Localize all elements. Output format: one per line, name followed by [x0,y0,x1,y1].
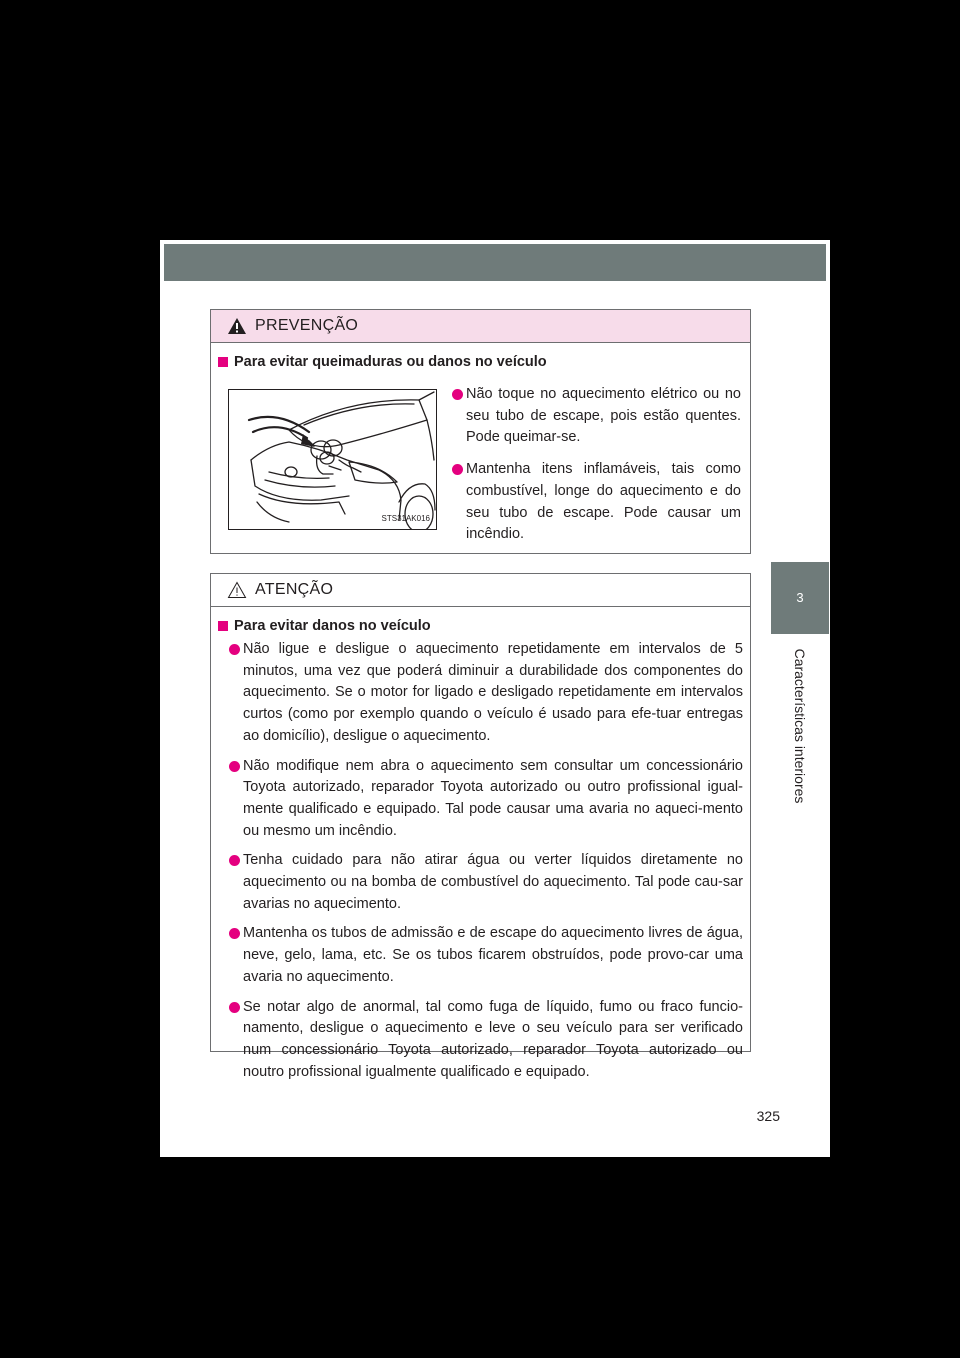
bullet-text: Não modifique nem abra o aquecimento sem consultar um concessionário Toyota autorizado, reparador Toyota autorizado ou outro profissional igual-mente qualificado e equipado. Tal pode causar uma avaria no aqueci-mento ou mesmo um incêndio. [243,757,743,839]
car-heater-illustration [228,389,437,530]
bullet-text: Se notar algo de anormal, tal como fuga de líquido, fumo ou fraco funcio-namento, desligue o aquecimento e leve o seu veículo para ser verificado num concessionário Toyota autorizado, reparador Toyota autorizado ou noutro profissional igualmente qualificado e equipado. [243,998,743,1080]
page-number: 325 [756,1108,780,1124]
warning-section-title [218,354,547,370]
warning-header [211,310,750,343]
chapter-title: Características interiores [792,648,808,804]
list-item [229,850,743,915]
chapter-number: 3 [796,590,804,605]
list-item [229,997,743,1084]
warning-bullet-list [452,384,741,546]
warning-header-label: PREVENÇÃO [255,317,359,334]
car-front-drawing [229,390,436,529]
caution-section-title [218,618,431,634]
square-bullet-icon [218,357,228,367]
warning-section-title-text: Para evitar queimaduras ou danos no veículo [234,354,547,370]
illustration-code: STS31AK016 [381,514,430,523]
list-item [229,923,743,988]
bullet-text: Não ligue e desligue o aquecimento repetidamente em intervalos de 5 minutos, uma vez que poderá diminuir a durabilidade dos componentes do aquecimento. Se o motor for ligado e desligado repetidamente em intervalos curtos (como por exemplo quando o veículo é usado para efe-tuar entregas ao domicílio), desligue o aquecimento. [243,641,743,744]
bullet-text: Mantenha itens inflamáveis, tais como combustível, longe do aquecimento e do seu tubo de escape. Pode causar um incêndio. [466,461,741,543]
bullet-dot-icon [229,1002,240,1013]
bullet-dot-icon [452,389,463,400]
warning-triangle-icon [227,317,247,335]
list-item [229,756,743,843]
caution-header-label: ATENÇÃO [255,581,334,598]
caution-section-title-text: Para evitar danos no veículo [234,618,431,634]
square-bullet-icon [218,621,228,631]
bullet-dot-icon [452,464,463,475]
chapter-tab [771,562,829,634]
bullet-text: Mantenha os tubos de admissão e de escape do aquecimento livres de água, neve, gelo, lama, etc. Se os tubos ficarem obstruídos, pode provo-car uma avaria no aquecimento. [243,925,743,985]
chapter-title-vertical [760,638,840,818]
caution-box [210,573,751,1080]
bullet-dot-icon [229,761,240,772]
bullet-dot-icon [229,928,240,939]
bullet-dot-icon [229,855,240,866]
list-item [452,384,741,449]
caution-triangle-icon [227,581,247,599]
warning-box [210,309,751,554]
list-item [452,459,741,546]
caution-bullet-list [229,639,743,1083]
header-bar [164,244,826,281]
list-item [229,639,743,748]
bullet-text: Tenha cuidado para não atirar água ou verter líquidos diretamente no aquecimento ou na bomba de combustível do aquecimento. Tal pode cau-sar avarias no aquecimento. [243,852,743,912]
bullet-dot-icon [229,644,240,655]
caution-header [211,574,750,607]
bullet-text: Não toque no aquecimento elétrico ou no seu tubo de escape, pois estão quentes. Pode queimar-se. [466,386,741,446]
